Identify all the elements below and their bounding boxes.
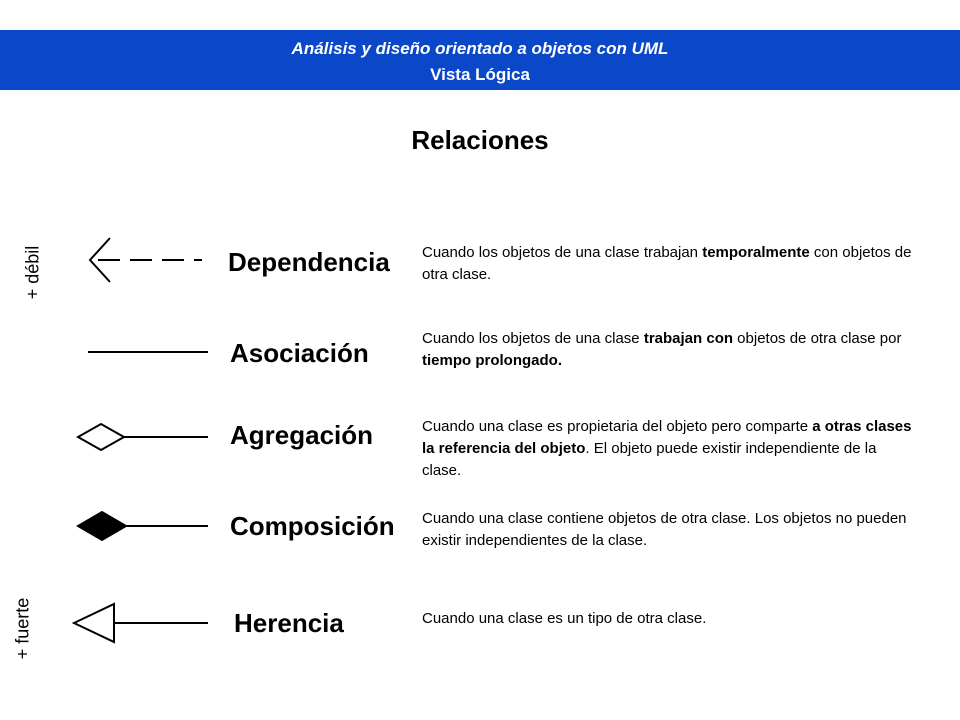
solid-line-icon (88, 342, 210, 362)
text-segment: Cuando una clase es propietaria del objeto pero comparte (422, 418, 813, 435)
relation-name-herencia: Herencia (234, 608, 344, 638)
hollow-triangle-icon (70, 600, 214, 646)
relation-name-dependencia: Dependencia (228, 247, 390, 277)
text-segment: Cuando los objetos de una clase trabajan (422, 244, 703, 261)
emphasis-text: a otras clases la referencia del objeto (422, 418, 912, 457)
filled-diamond-icon (74, 508, 214, 544)
header-subtitle: Vista Lógica (430, 65, 530, 84)
text-segment: Cuando una clase contiene objetos de otra clase. Los objetos no pueden existir independientes de la clase. (422, 510, 907, 549)
relation-desc-herencia (422, 608, 912, 630)
relation-name-composicion: Composición (230, 511, 395, 541)
hollow-diamond-icon (74, 420, 214, 454)
text-segment: Cuando una clase es un tipo de otra clase. (422, 610, 707, 627)
text-segment: objetos de otra clase por (733, 330, 902, 347)
emphasis-text: trabajan con (643, 330, 734, 347)
relation-name-asociacion: Asociación (230, 338, 369, 368)
relation-desc-dependencia (422, 242, 912, 286)
text-segment: Cuando los objetos de una clase (422, 330, 644, 347)
scale-strong-label: + fuerte (12, 597, 33, 660)
text-segment: . El objeto puede existir independiente de la clase. (422, 440, 877, 479)
emphasis-text: temporalmente (702, 244, 810, 261)
header-banner (0, 30, 960, 90)
relation-desc-composicion (422, 508, 912, 552)
relation-desc-asociacion (422, 328, 912, 372)
relation-name-agregacion: Agregación (230, 420, 374, 450)
scale-weak-label: + débil (22, 245, 43, 300)
header-title: Análisis y diseño orientado a objetos con UML (291, 39, 669, 58)
dashed-open-arrow-icon (80, 230, 210, 290)
page-title: Relaciones (411, 125, 549, 155)
emphasis-text: tiempo prolongado. (422, 352, 562, 369)
text-segment: con objetos de otra clase. (422, 244, 912, 283)
relation-desc-agregacion (422, 416, 912, 482)
